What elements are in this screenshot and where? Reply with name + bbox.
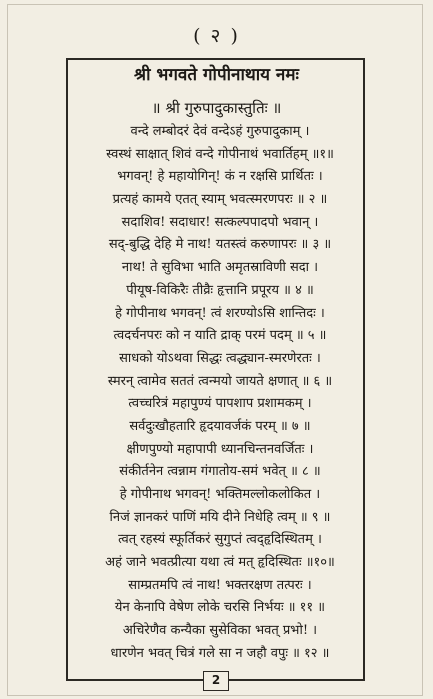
verse-line: येन केनापि वेषेण लोके चरसि निर्भयः ॥ ११ ॥	[114, 600, 326, 616]
verse-line: क्षीणपुण्यो महापापी ध्यानचिन्तनवर्जितः ।	[126, 441, 314, 457]
verse-line: सदाशिव! सदाधार! सत्कल्पपादपो भवान् ।	[121, 214, 319, 230]
verse-line: वन्दे लम्बोदरं देवं वन्देऽहं गुरुपादुकाम् ।	[130, 124, 310, 139]
verse-line: अहं जाने भवत्प्रीत्या यथा त्वं मत् हृदिस्थितः ॥१०॥	[105, 555, 335, 571]
verse-line: भगवन्! हे महायोगिन्! कं न रक्षसि प्रार्थितः ।	[117, 169, 323, 185]
verse-line: त्वदर्चनपरः को न याति द्राक् परमं पदम् ॥ ५ ॥	[113, 328, 327, 344]
verse-line: सर्वदुःखौहतारि हृदयावर्जकं परम् ॥ ७ ॥	[129, 418, 311, 434]
verse-line: नाथ! ते सुविभा भाति अमृतस्राविणी सदा ।	[121, 260, 319, 276]
page-title: श्री भगवते गोपीनाथाय नमः	[134, 65, 299, 85]
verse-line: स्मरन् त्वामेव सततं त्वन्मयो जायते क्षणात् ॥ ६ ॥	[107, 373, 333, 389]
verse-list	[60, 121, 380, 666]
verse-line: त्वच्चरित्रं महापुण्यं पापशाप प्रशामकम् ।	[128, 396, 312, 412]
verse-line: निजं ज्ञानकरं पाणिं मयि दीने निधेहि त्वम् ॥ ९ ॥	[109, 509, 331, 525]
verse-line: हे गोपीनाथ भगवन्! त्वं शरण्योऽसि शान्तिदः ।	[115, 305, 325, 321]
verse-line: हे गोपीनाथ भगवन्! भक्तिमल्लोकलोकित ।	[119, 487, 321, 502]
verse-line: त्वत् रहस्यं स्फूर्तिकरं सुगुप्तं त्वद्हृदिस्थितम् ।	[118, 532, 322, 548]
verse-line: धारणेन भवत् चित्रं गले सा न जहौ वपुः ॥ १२ ॥	[110, 645, 330, 661]
verse-line: प्रत्यहं कामये एतत् स्याम् भवत्स्मरणपरः ॥ २ ॥	[112, 192, 328, 208]
verse-line: संकीर्तनेन त्वन्नाम गंगातोय-समं भवेत् ॥ ८ ॥	[119, 464, 321, 480]
verse-line: अचिरेणैव कन्यैका सुसेविका भवत् प्रभो! ।	[122, 623, 318, 639]
stotra-heading: ॥ श्री गुरुपादुकास्तुतिः ॥	[151, 99, 282, 117]
page-number: 2	[203, 671, 229, 691]
verse-line: साम्प्रतमपि त्वं नाथ! भक्तरक्षण तत्परः ।	[128, 577, 312, 593]
verse-line: पीयूष-विकिरैः तीव्रैः हृत्तानि प्रपूरय ॥ ४ ॥	[126, 282, 314, 298]
verse-line: स्वस्थं साक्षात् शिवं वन्दे गोपीनाथं भवार्तिहम् ॥१॥	[106, 146, 334, 162]
verse-line: सद्-बुद्धि देहि मे नाथ! यतस्त्वं करुणापरः ॥ ३ ॥	[108, 237, 332, 253]
page-marker: ( २ )	[193, 25, 240, 47]
verse-line: साधको योऽथवा सिद्धः त्वद्ध्यान-स्मरणेरतः ।	[119, 350, 321, 366]
